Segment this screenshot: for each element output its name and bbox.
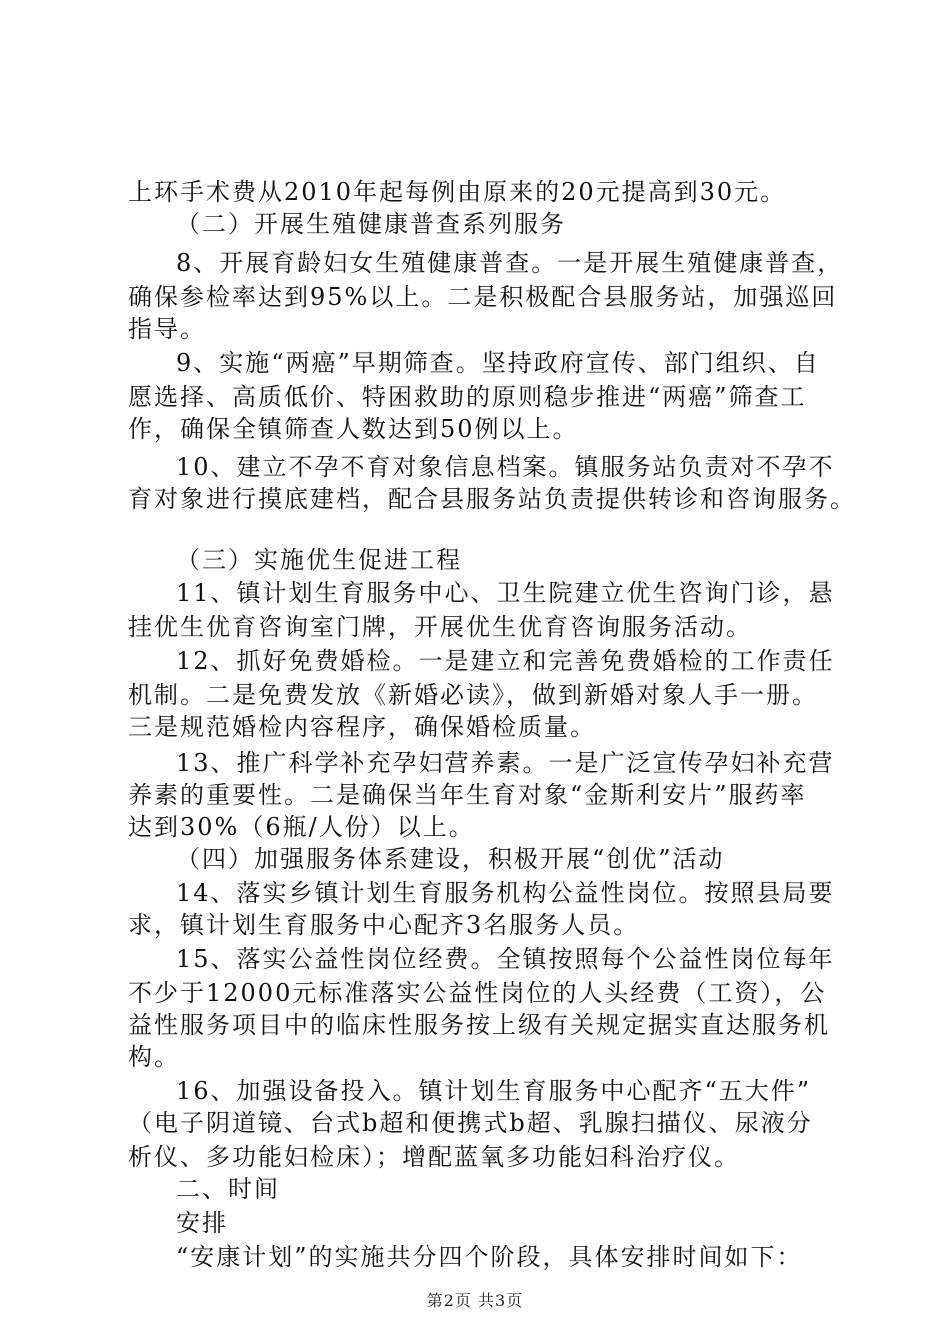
text-line: 达到30%（6瓶/人份）以上。 [128,813,475,841]
text-line: 9、实施“两癌”早期筛查。坚持政府宣传、部门组织、自 [176,349,820,377]
text-line: 析仪、多功能妇检床）；增配蓝氧多功能妇科治疗仪。 [128,1143,740,1171]
text-line: 不少于12000元标准落实公益性岗位的人头经费（工资），公 [128,979,827,1007]
text-line: 13、推广科学补充孕妇营养素。一是广泛宣传孕妇补充营 [176,749,835,777]
section-heading: （三）实施优生促进工程 [176,546,462,574]
text-line: 挂优生优育咨询室门牌，开展优生优育咨询服务活动。 [128,613,752,641]
page-footer: 第2页 共3页 [426,1291,524,1310]
text-line: 愿选择、高质低价、特困救助的原则稳步推进“两癌”筛查工 [128,383,807,411]
text-line: “安康计划”的实施共分四个阶段，具体安排时间如下： [176,1243,803,1271]
text-line: 8、开展育龄妇女生殖健康普查。一是开展生殖健康普查， [176,249,844,277]
text-line: 作，确保全镇筛查人数达到50例以上。 [128,415,579,443]
text-line: 三是规范婚检内容程序，确保婚检质量。 [128,713,596,741]
text-line: 育对象进行摸底建档，配合县服务站负责提供转诊和咨询服务。 [128,485,856,513]
text-line: 上环手术费从2010年起每例由原来的20元提高到30元。 [128,178,787,206]
text-line: 求，镇计划生育服务中心配齐3名服务人员。 [128,911,640,939]
text-line: 14、落实乡镇计划生育服务机构公益性岗位。按照县局要 [176,879,835,907]
text-line: 10、建立不孕不育对象信息档案。镇服务站负责对不孕不 [176,453,835,481]
text-line: （电子阴道镜、台式b超和便携式b超、乳腺扫描仪、尿液分 [128,1109,813,1137]
text-line: 指导。 [128,315,206,343]
text-line: 12、抓好免费婚检。一是建立和完善免费婚检的工作责任 [176,647,835,675]
section-heading: （二）开展生殖健康普查系列服务 [176,210,566,238]
text-line: 16、加强设备投入。镇计划生育服务中心配齐“五大件” [176,1077,812,1105]
text-line: 养素的重要性。二是确保当年生育对象“金斯利安片”服药率 [128,781,807,809]
text-line: 构。 [128,1043,180,1071]
text-line: 15、落实公益性岗位经费。全镇按照每个公益性岗位每年 [176,945,835,973]
text-line: 安排 [176,1209,228,1237]
text-line: 益性服务项目中的临床性服务按上级有关规定据实直达服务机 [128,1011,830,1039]
text-line: 11、镇计划生育服务中心、卫生院建立优生咨询门诊，悬 [176,579,835,607]
section-heading: 二、时间 [176,1175,280,1203]
text-line: 确保参检率达到95%以上。二是积极配合县服务站，加强巡回 [128,283,838,311]
section-heading: （四）加强服务体系建设，积极开展“创优”活动 [176,845,725,873]
text-line: 机制。二是免费发放《新婚必读》，做到新婚对象人手一册。 [128,681,818,709]
